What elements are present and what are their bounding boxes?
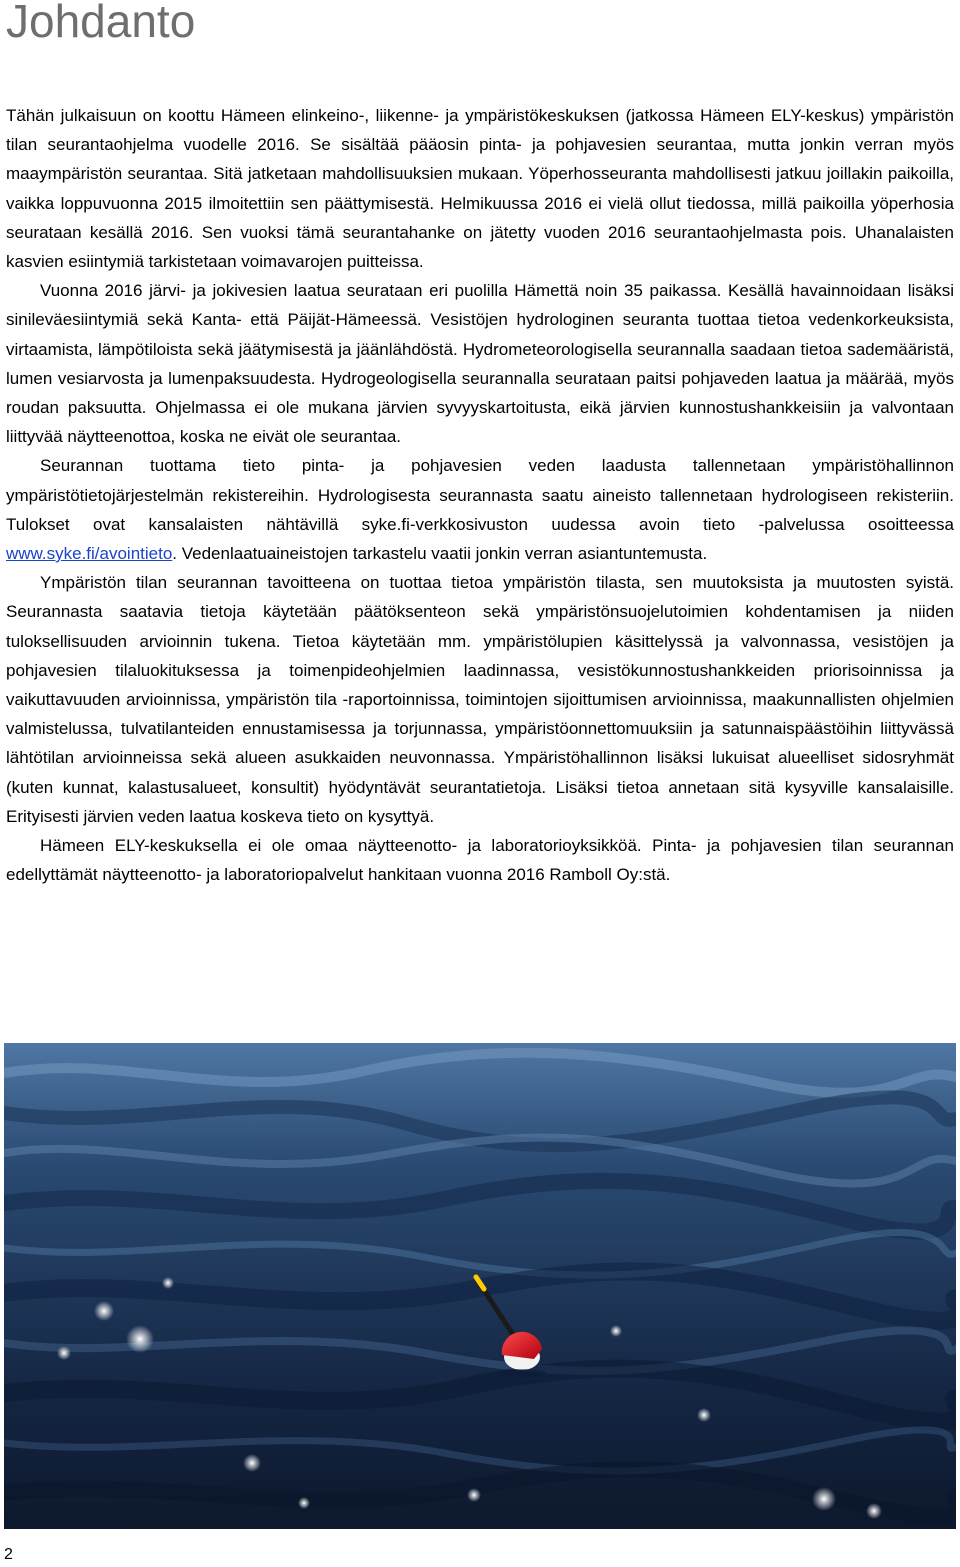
avointieto-link[interactable]: www.syke.fi/avointieto bbox=[6, 544, 173, 564]
paragraph-2 bbox=[6, 276, 954, 451]
paragraph-1 bbox=[6, 101, 954, 276]
water-photo bbox=[4, 1043, 956, 1529]
page-title: Johdanto bbox=[6, 0, 196, 47]
body-text bbox=[6, 101, 954, 889]
paragraph-text: Tähän julkaisuun on koottu Hämeen elinkeino-, liikenne- ja ympäristökeskuksen (jatkossa Hämeen ELY-keskus) ympäristön tilan seurantaohjelma vuodelle 2016. Se sisältää pääosin pinta- ja pohjavesien seurantaa, mutta jonkin verran myös maaympäristön seurantaa. Sitä jatketaan mahdollisuuksien mukaan. Yöperhosseuranta mahdollisesti jatkuu joillakin paikoilla, vaikka loppuvuonna 2015 ilmoitettiin sen päättymisestä. Helmikuussa 2016 ei vielä ollut tiedossa, millä paikoilla yöperhosia seurataan kesällä 2016. Sen vuoksi tämä seurantahanke on jätetty vuoden 2016 seurantaohjelmasta pois. Uhanalaisten kasvien esiintymiä tarkistetaan voimavarojen puitteissa. bbox=[6, 106, 954, 272]
paragraph-text: . Vedenlaatuaineistojen tarkastelu vaatii jonkin verran asiantuntemusta. bbox=[172, 544, 708, 564]
paragraph-3 bbox=[6, 451, 954, 568]
paragraph-text: Ympäristön tilan seurannan tavoitteena on tuottaa tietoa ympäristön tilasta, sen muutoksista ja muutosten syistä. Seurannasta saatavia tietoja käytetään päätöksenteon sekä ympäristönsuojelutoimien kohdentamisen ja niiden tuloksellisuuden arvioinnin tukena. Tietoa käytetään mm. ympäristölupien käsittelyssä ja valvonnassa, vesistöjen ja pohjavesien tilaluokituksessa ja toimenpideohjelmien laadinnassa, vesistökunnostushankkeiden priorisoinnissa ja vaikuttavuuden arvioinnissa, ympäristön tila -raportoinnissa, toimintojen sijoittumisen arvioinnissa, maakunnallisten ohjelmien valmistelussa, tulvatilanteiden ennustamisessa ja torjunnassa, ympäristöonnettomuuksiin ja satunnaispäästöihin liittyvässä lähtötilan arvioinneissa sekä alueen asukkaiden neuvonnassa. Ympäristöhallinnon lisäksi lukuisat alueelliset sidosryhmät (kuten kunnat, kalastusalueet, konsultit) hyödyntävät seurantatietoja. Lisäksi tietoa annetaan sitä kysyville kansalaisille. Erityisesti järvien veden laatua koskeva tieto on kysyttyä. bbox=[6, 573, 954, 826]
paragraph-5 bbox=[6, 831, 954, 889]
paragraph-text: Seurannan tuottama tieto pinta- ja pohjavesien veden laadusta tallennetaan ympäristöhallinnon ympäristötietojärjestelmän rekistereihin. Hydrologisesta seurannasta saatu aineisto tallennetaan hydrologiseen rekisteriin. Tulokset ovat kansalaisten nähtävillä syke.fi-verkkosivuston uudessa avoin tieto -palvelussa osoitteessa bbox=[6, 456, 954, 534]
fishing-float-photo bbox=[4, 1043, 956, 1529]
paragraph-4 bbox=[6, 568, 954, 831]
paragraph-text: Vuonna 2016 järvi- ja jokivesien laatua seurataan eri puolilla Hämettä noin 35 paikassa. Kesällä havainnoidaan lisäksi sinileväesiintymiä sekä Kanta- että Päijät-Hämeessä. Vesistöjen hydrologinen seuranta tuottaa tietoa vedenkorkeuksista, virtaamista, lämpötiloista sekä jäätymisestä ja jäänlähdöstä. Hydrometeorologisella seurannalla saadaan tietoa sademääristä, lumen vesiarvosta ja lumenpaksuudesta. Hydrogeologisella seurannalla seurataan paitsi pohjaveden laatua ja määrää, myös roudan paksuutta. Ohjelmassa ei ole mukana järvien syvyyskartoitusta, eikä järvien kunnostushankkeisiin ja valvontaan liittyvää näytteenottoa, koska ne eivät ole seurantaa. bbox=[6, 281, 954, 447]
page-number: 2 bbox=[4, 1546, 13, 1563]
paragraph-text: Hämeen ELY-keskuksella ei ole omaa näytteenotto- ja laboratorioyksikköä. Pinta- ja pohjavesien tilan seurannan edellyttämät näytteenotto- ja laboratoriopalvelut hankitaan vuonna 2016 Ramboll Oy:stä. bbox=[6, 836, 954, 885]
